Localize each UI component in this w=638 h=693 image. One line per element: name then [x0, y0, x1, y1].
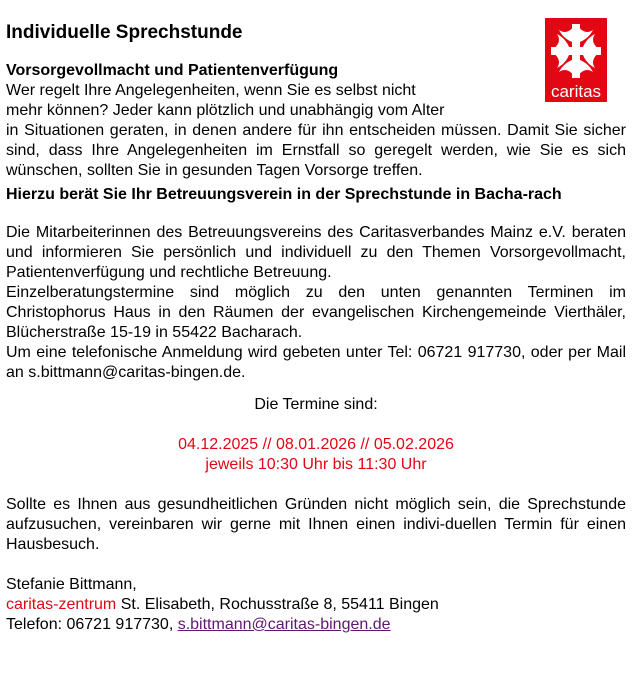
termine-dates: 04.12.2025 // 08.01.2026 // 05.02.2026 [178, 436, 454, 453]
contact-block [6, 575, 626, 635]
contact-name: Stefanie Bittmann, [6, 576, 137, 593]
section2-para1: Die Mitarbeiterinnen des Betreuungsvereins des Caritasverbandes Mainz e.V. beraten und informieren Sie persönlich und individuell zu den Themen Vorsorgevollmacht, Patientenverfügung und rechtliche Betreuung. [6, 224, 626, 281]
hausbesuch-text: Sollte es Ihnen aus gesundheitlichen Gründen nicht möglich sein, die Sprechstunde aufzusuchen, vereinbaren wir gerne mit Ihnen einen indivi-duellen Termin für einen Hausbesuch. [6, 496, 626, 553]
section1-line1: Wer regelt Ihre Angelegenheiten, wenn Sie es selbst nicht [6, 82, 416, 99]
section1-text: in Situationen geraten, in denen andere für ihn entscheiden müssen. Damit Sie sicher sind, dass Ihre Angelegenheiten im Ernstfall so geregelt werden, wie Sie es sich wünschen, sollten Sie in gesunden Tagen Vorsorge treffen. [6, 122, 626, 179]
logo-text: caritas [550, 82, 602, 101]
flyer-content [6, 22, 626, 635]
contact-email-link[interactable]: s.bittmann@caritas-bingen.de [177, 616, 391, 633]
section2-para3: Um eine telefonische Anmeldung wird gebeten unter Tel: 06721 917730, oder per Mail an s.bittmann@caritas-bingen.de. [6, 344, 626, 381]
contact-address-line [6, 595, 626, 615]
contact-address: St. Elisabeth, Rochusstraße 8, 55411 Bingen [116, 596, 439, 613]
contact-phone: Telefon: 06721 917730, [6, 616, 178, 633]
section2-para2: Einzelberatungstermine sind möglich zu den unten genannten Terminen im Christophorus Haus in den Räumen der evangelischen Kirchengemeinde Vierthäler, Blücherstraße 15-19 in 55422 Bacharach. [6, 284, 626, 341]
termine-time: jeweils 10:30 Uhr bis 11:30 Uhr [205, 456, 427, 473]
page-title: Individuelle Sprechstunde [6, 22, 243, 43]
contact-phone-line [6, 615, 626, 635]
termine-label: Die Termine sind: [254, 396, 378, 413]
section1-heading: Vorsorgevollmacht und Patientenverfügung [6, 62, 339, 79]
section1-line2: mehr können? Jeder kann plötzlich und unabhängig vom Alter [6, 102, 445, 119]
section2-heading: Hierzu berät Sie Ihr Betreuungsverein in der Sprechstunde in Bacha-rach [6, 186, 562, 203]
contact-org: caritas-zentrum [6, 596, 117, 613]
